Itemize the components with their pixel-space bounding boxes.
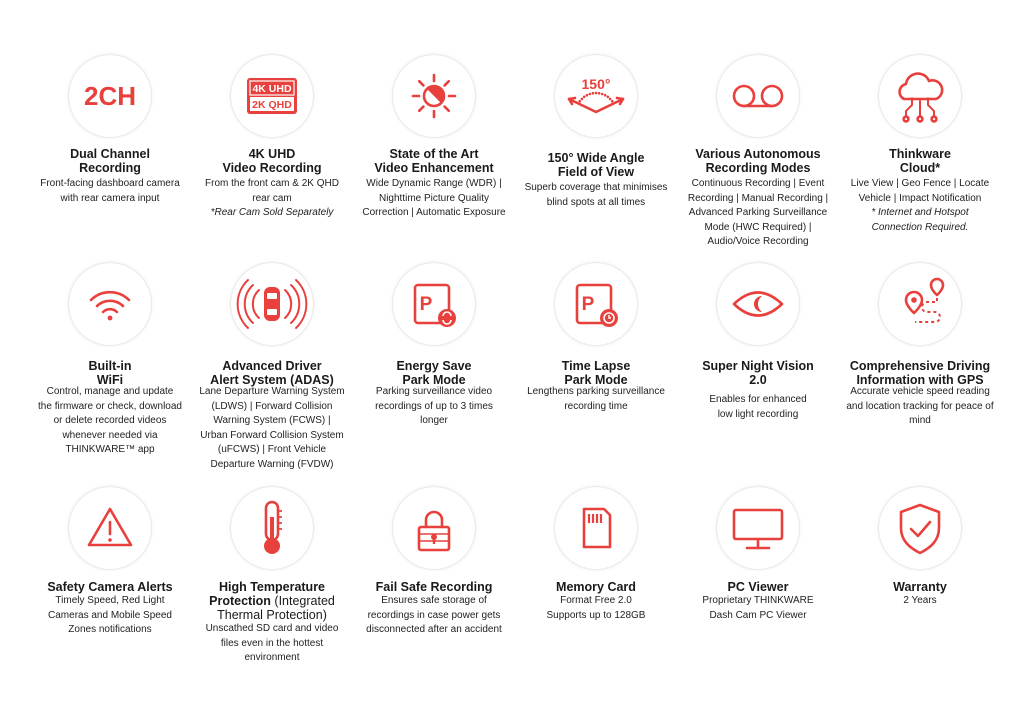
feature-shield-check <box>839 487 1001 667</box>
feature-description-line: files even in the hottest <box>220 637 324 649</box>
night-vision-eye-icon <box>717 263 799 345</box>
feature-description <box>353 594 515 638</box>
feature-description-line: THINKWARE™ app <box>65 444 155 455</box>
energy-save-park-icon <box>393 263 475 345</box>
sd-card-icon <box>555 487 637 569</box>
4k-uhd-2k-qhd-icon <box>231 55 313 137</box>
feature-title <box>515 151 677 179</box>
feature-title-line: Cloud* <box>899 161 941 175</box>
feature-description-line: recordings in case power gets <box>367 609 501 621</box>
feature-description-line: Recording | Manual Recording | <box>687 192 829 204</box>
feature-title-line: Alert System (ADAS) <box>210 373 334 387</box>
feature-sd-card <box>515 487 677 667</box>
feature-description-line: Control, manage and update <box>46 386 174 397</box>
feature-title-line <box>191 608 353 622</box>
feature-title <box>29 359 191 387</box>
feature-description <box>191 177 353 221</box>
feature-description <box>839 594 1001 609</box>
feature-title <box>29 580 191 594</box>
feature-title <box>839 580 1001 594</box>
feature-description-line: Timely Speed, Red Light <box>55 595 165 606</box>
feature-night-vision-eye <box>677 263 839 443</box>
feature-description <box>353 385 515 429</box>
feature-title <box>677 147 839 175</box>
time-lapse-park-icon <box>555 263 637 345</box>
feature-description-line: whenever needed via <box>62 429 158 441</box>
feature-description-line: Advanced Parking Surveillance <box>688 207 828 218</box>
feature-description-line: Front-facing dashboard camera <box>40 178 180 189</box>
feature-title <box>191 147 353 175</box>
feature-title-line: Video Enhancement <box>374 161 494 175</box>
feature-title <box>839 359 1001 387</box>
shield-check-icon <box>879 487 961 569</box>
feature-title <box>191 580 353 622</box>
feature-title-line: Built-in <box>88 359 132 373</box>
feature-adas-car <box>191 263 353 470</box>
feature-title-line: 150° Wide Angle <box>547 151 645 165</box>
feature-description <box>515 385 677 414</box>
feature-time-lapse-park <box>515 263 677 443</box>
feature-description-line: Departure Warning (FVDW) <box>210 458 334 470</box>
thermometer-icon <box>231 487 313 569</box>
feature-title-line: Dual Channel <box>70 147 150 161</box>
padlock-icon <box>393 487 475 569</box>
feature-title <box>515 580 677 594</box>
feature-description-line: Audio/Voice Recording <box>707 236 809 247</box>
feature-warning-triangle <box>29 487 191 667</box>
feature-description-line: 2 Years <box>903 595 937 606</box>
wifi-icon <box>69 263 151 345</box>
feature-description-line: Dash Cam PC Viewer <box>709 609 807 621</box>
feature-description-line: and location tracking for peace of <box>846 400 994 412</box>
feature-title <box>29 147 191 175</box>
feature-title-line: Safety Camera Alerts <box>47 580 173 594</box>
feature-description-line: Nighttime Picture Quality <box>378 192 490 204</box>
feature-description <box>191 385 353 472</box>
feature-description-line: Accurate vehicle speed reading <box>850 386 990 397</box>
feature-description-line: From the front cam & 2K QHD <box>205 178 339 189</box>
feature-title <box>677 359 839 387</box>
monitor-icon <box>717 487 799 569</box>
feature-wdr-sun <box>353 55 515 235</box>
feature-description-line: blind spots at all times <box>546 196 646 208</box>
feature-description-line: Format Free 2.0 <box>560 595 632 606</box>
feature-note-line: *Rear Cam Sold Separately <box>210 207 334 218</box>
badge-text: 2CH <box>83 81 137 111</box>
feature-description-line: mind <box>909 415 931 426</box>
feature-description-line: Supports up to 128GB <box>546 609 646 621</box>
feature-title <box>515 359 677 387</box>
feature-gps-route <box>839 263 1001 443</box>
feature-description-line: recording time <box>564 400 628 412</box>
feature-title-line: Thinkware <box>889 147 951 161</box>
feature-description-line: Mode (HWC Required) | <box>704 221 812 233</box>
warning-triangle-icon <box>69 487 151 569</box>
feature-description-line: longer <box>420 415 448 426</box>
feature-title-line: Comprehensive Driving <box>849 359 991 373</box>
feature-description-line: (LDWS) | Forward Collision <box>211 400 333 412</box>
recording-modes-icon <box>717 55 799 137</box>
feature-title-line: Recording <box>79 161 141 175</box>
feature-title-line: Memory Card <box>556 580 636 594</box>
feature-description-line: the firmware or check, download <box>38 400 182 412</box>
feature-description-line: recordings of up to 3 times <box>375 400 493 412</box>
wdr-sun-icon <box>393 55 475 137</box>
feature-description <box>515 594 677 623</box>
feature-description <box>839 385 1001 429</box>
feature-description-line: Proprietary THINKWARE <box>702 595 814 606</box>
feature-description-line: or delete recorded videos <box>53 415 167 426</box>
feature-title-light: (Integrated <box>270 594 335 608</box>
feature-description-line: Continuous Recording | Event <box>691 178 825 189</box>
feature-title-line: Video Recording <box>222 161 322 175</box>
2ch-icon <box>69 55 151 137</box>
feature-description-line: Superb coverage that minimises <box>524 182 668 193</box>
feature-title-line: Warranty <box>893 580 947 594</box>
feature-description-line: Zones notifications <box>68 624 152 635</box>
feature-description-line: Urban Forward Collision System <box>200 429 344 441</box>
feature-description-line: Cameras and Mobile Speed <box>48 609 172 621</box>
feature-title-line: Recording Modes <box>705 161 811 175</box>
feature-title-line: Information with GPS <box>856 373 984 387</box>
feature-4k-uhd-2k-qhd <box>191 55 353 235</box>
feature-description <box>677 393 839 422</box>
feature-energy-save-park <box>353 263 515 443</box>
feature-title <box>677 580 839 594</box>
feature-title-line: Field of View <box>557 165 635 179</box>
feature-description <box>29 177 191 206</box>
feature-note-line: Connection Required. <box>871 221 969 233</box>
feature-wifi <box>29 263 191 455</box>
feature-title <box>191 359 353 387</box>
svg-text:4K UHD: 4K UHD <box>252 83 292 95</box>
feature-monitor <box>677 487 839 667</box>
feature-description-line: Ensures safe storage of <box>381 595 487 606</box>
feature-title-line: Park Mode <box>564 373 628 387</box>
feature-title-line: 2.0 <box>749 373 767 387</box>
feature-description-line: (uFCWS) | Front Vehicle <box>217 444 327 455</box>
feature-description-line: Vehicle | Impact Notification <box>858 192 982 204</box>
feature-title-bold: Protection <box>209 594 271 608</box>
feature-title-line <box>191 594 353 608</box>
feature-thermometer <box>191 487 353 667</box>
feature-description-line: with rear camera input <box>60 192 160 204</box>
feature-description <box>515 181 677 210</box>
feature-description-line: Enables for enhanced <box>709 394 807 405</box>
feature-description-line: low light recording <box>717 408 799 420</box>
feature-description <box>29 594 191 638</box>
gps-route-icon <box>879 263 961 345</box>
svg-text:P: P <box>419 294 433 315</box>
feature-title-line: Park Mode <box>402 373 466 387</box>
feature-description-line: Wide Dynamic Range (WDR) | <box>366 178 502 189</box>
feature-cloud <box>839 55 1001 235</box>
feature-title-line: Various Autonomous <box>695 147 821 161</box>
feature-description <box>839 177 1001 235</box>
feature-title-line: Fail Safe Recording <box>375 580 493 594</box>
feature-title <box>353 359 515 387</box>
feature-description <box>677 177 839 250</box>
feature-2ch <box>29 55 191 235</box>
feature-title <box>353 580 515 594</box>
feature-description-line: Correction | Automatic Exposure <box>362 207 506 218</box>
feature-description <box>677 594 839 623</box>
svg-text:P: P <box>581 294 595 315</box>
adas-car-icon <box>231 263 313 345</box>
feature-description <box>29 385 191 458</box>
feature-title-line: Time Lapse <box>561 359 631 373</box>
feature-description <box>353 177 515 221</box>
feature-title-line: 4K UHD <box>248 147 296 161</box>
feature-description-line: Lane Departure Warning System <box>199 386 345 397</box>
feature-150-degree-fov <box>515 55 677 235</box>
feature-description-line: environment <box>244 652 300 663</box>
feature-description-line: Lengthens parking surveillance <box>527 386 665 397</box>
feature-padlock <box>353 487 515 667</box>
feature-title-light: Thermal Protection) <box>217 608 327 622</box>
svg-text:2K QHD: 2K QHD <box>252 99 292 111</box>
feature-recording-modes <box>677 55 839 247</box>
feature-description-line: disconnected after an accident <box>366 624 502 635</box>
feature-title-line: Super Night Vision <box>702 359 814 373</box>
feature-description-line: Warning System (FCWS) | <box>213 415 331 426</box>
feature-note-line: * Internet and Hotspot <box>871 207 969 218</box>
feature-title-line: Energy Save <box>396 359 472 373</box>
150-degree-fov-icon <box>555 55 637 137</box>
feature-title-line: State of the Art <box>389 147 479 161</box>
feature-title <box>839 147 1001 175</box>
feature-title-line: High Temperature <box>218 580 326 594</box>
feature-title-line: Advanced Driver <box>222 359 322 373</box>
feature-description <box>191 622 353 666</box>
feature-description-line: Parking surveillance video <box>375 386 493 397</box>
cloud-icon <box>879 55 961 137</box>
feature-description-line: rear cam <box>252 192 292 204</box>
feature-title-line: PC Viewer <box>727 580 789 594</box>
feature-title <box>353 147 515 175</box>
feature-description-line: Live View | Geo Fence | Locate <box>850 178 990 189</box>
feature-description-line: Unscathed SD card and video <box>205 623 339 634</box>
feature-title-line: WiFi <box>96 373 124 387</box>
svg-text:150°: 150° <box>581 76 611 92</box>
